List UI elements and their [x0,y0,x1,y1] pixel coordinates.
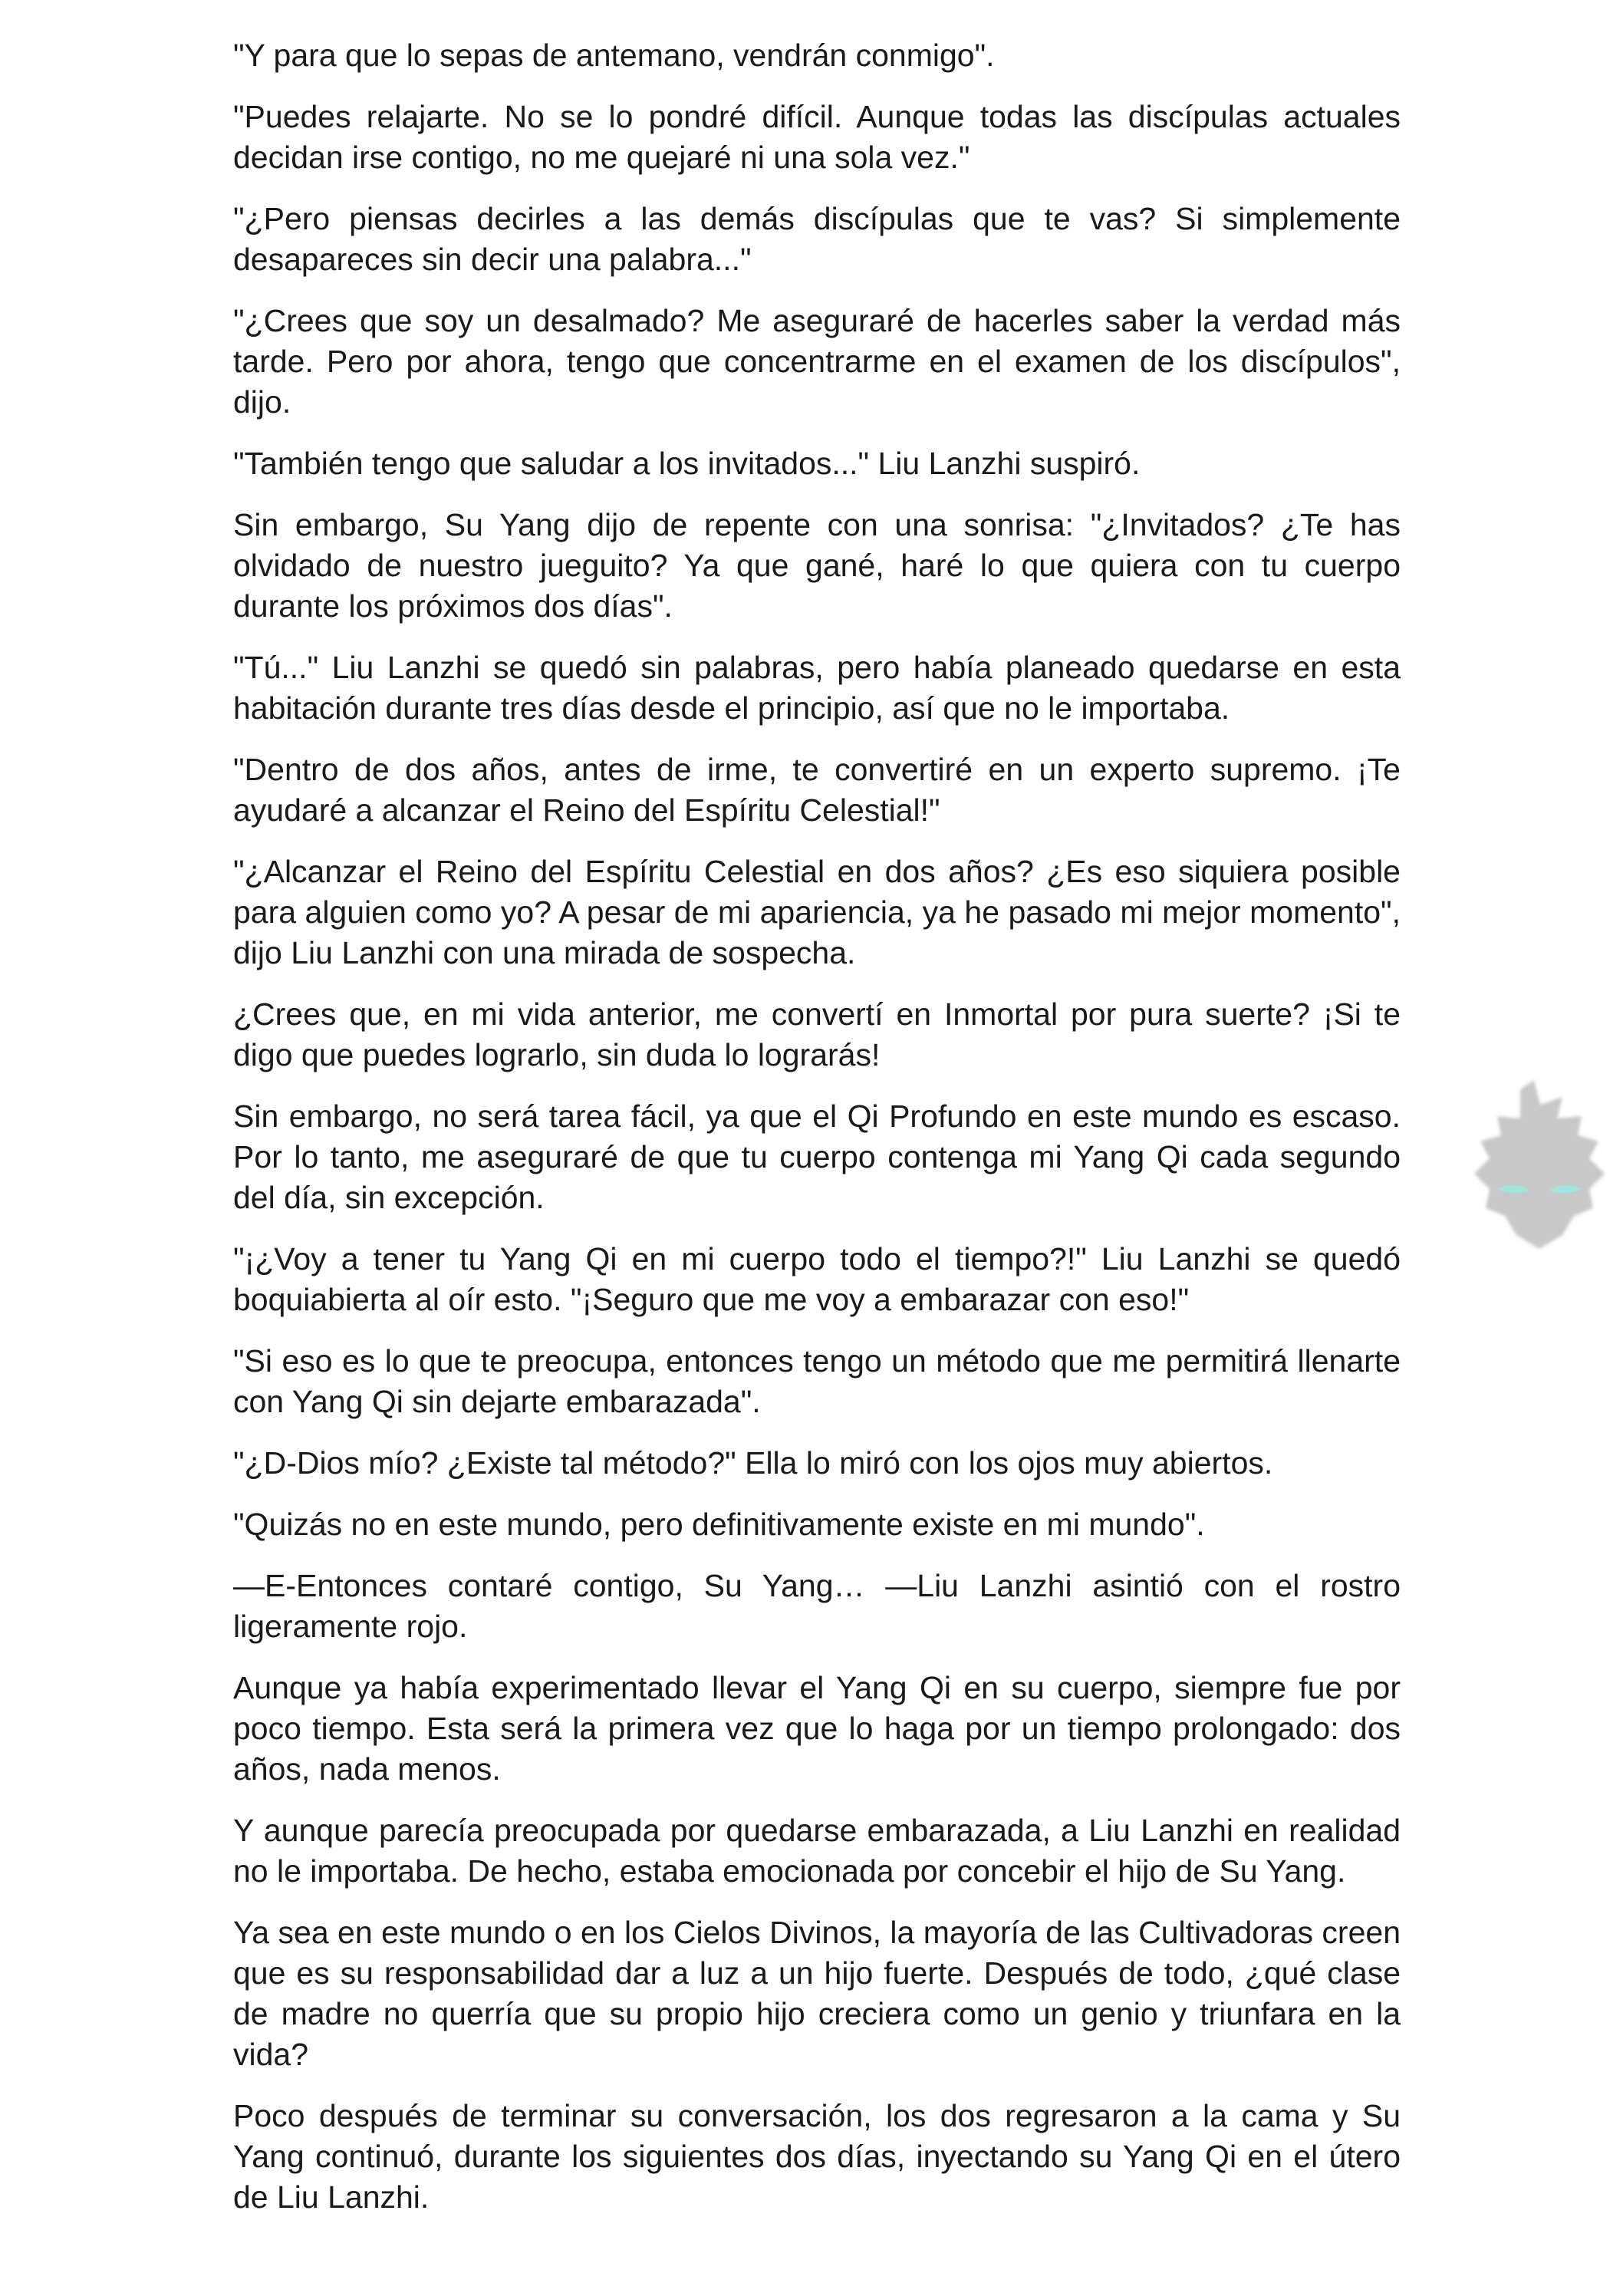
paragraph: —E-Entonces contaré contigo, Su Yang… —Liu Lanzhi asintió con el rostro ligeramente rojo. [233,1568,1401,1644]
paragraph: Y aunque parecía preocupada por quedarse embarazada, a Liu Lanzhi en realidad no le importaba. De hecho, estaba emocionada por concebir el hijo de Su Yang. [233,1813,1401,1889]
paragraph: "¿Crees que soy un desalmado? Me aseguraré de hacerles saber la verdad más tarde. Pero por ahora, tengo que concentrarme en el examen de los discípulos", dijo. [233,303,1401,420]
document-body [233,35,1401,2238]
paragraph: Sin embargo, Su Yang dijo de repente con una sonrisa: "¿Invitados? ¿Te has olvidado de nuestro jueguito? Ya que gané, haré lo que quiera con tu cuerpo durante los próximos dos días". [233,507,1401,624]
paragraph: "Si eso es lo que te preocupa, entonces tengo un método que me permitirá llenarte con Yang Qi sin dejarte embarazada". [233,1343,1401,1419]
paragraph: "También tengo que saludar a los invitados..." Liu Lanzhi suspiró. [233,446,1141,481]
paragraph: "¿D-Dios mío? ¿Existe tal método?" Ella lo miró con los ojos muy abiertos. [233,1445,1273,1481]
paragraph: "¿Alcanzar el Reino del Espíritu Celestial en dos años? ¿Es eso siquiera posible para alguien como yo? A pesar de mi apariencia, ya he pasado mi mejor momento", dijo Liu Lanzhi con una mirada de sospecha. [233,854,1401,970]
paragraph: "Puedes relajarte. No se lo pondré difícil. Aunque todas las discípulas actuales decidan irse contigo, no me quejaré ni una sola vez." [233,99,1401,175]
paragraph: "Dentro de dos años, antes de irme, te convertiré en un experto supremo. ¡Te ayudaré a alcanzar el Reino del Espíritu Celestial!" [233,752,1401,828]
paragraph: Sin embargo, no será tarea fácil, ya que el Qi Profundo en este mundo es escaso. Por lo tanto, me aseguraré de que tu cuerpo contenga mi Yang Qi cada segundo del día, sin excepción. [233,1099,1401,1215]
paragraph: Aunque ya había experimentado llevar el Yang Qi en su cuerpo, siempre fue por poco tiempo. Esta será la primera vez que lo haga por un tiempo prolongado: dos años, nada menos. [233,1670,1401,1787]
paragraph: "Y para que lo sepas de antemano, vendrán conmigo". [233,38,995,73]
paragraph: ¿Crees que, en mi vida anterior, me convertí en Inmortal por pura suerte? ¡Si te digo que puedes lograrlo, sin duda lo lograrás! [233,996,1401,1072]
demon-head-icon [1467,1074,1612,1250]
paragraph: Poco después de terminar su conversación, los dos regresaron a la cama y Su Yang continuó, durante los siguientes dos días, inyectando su Yang Qi en el útero de Liu Lanzhi. [233,2098,1401,2215]
paragraph: "Quizás no en este mundo, pero definitivamente existe en mi mundo". [233,1507,1205,1542]
paragraph: Ya sea en este mundo o en los Cielos Divinos, la mayoría de las Cultivadoras creen que es su responsabilidad dar a luz a un hijo fuerte. Después de todo, ¿qué clase de madre no querría que su propio hijo creciera como un genio y triunfara en la vida? [233,1915,1401,2072]
paragraph: "¿Pero piensas decirles a las demás discípulas que te vas? Si simplemente desapareces sin decir una palabra..." [233,201,1401,277]
paragraph: "¡¿Voy a tener tu Yang Qi en mi cuerpo todo el tiempo?!" Liu Lanzhi se quedó boquiabierta al oír esto. "¡Seguro que me voy a embarazar con eso!" [233,1241,1401,1317]
paragraph: "Tú..." Liu Lanzhi se quedó sin palabras, pero había planeado quedarse en esta habitación durante tres días desde el principio, así que no le importaba. [233,650,1401,726]
